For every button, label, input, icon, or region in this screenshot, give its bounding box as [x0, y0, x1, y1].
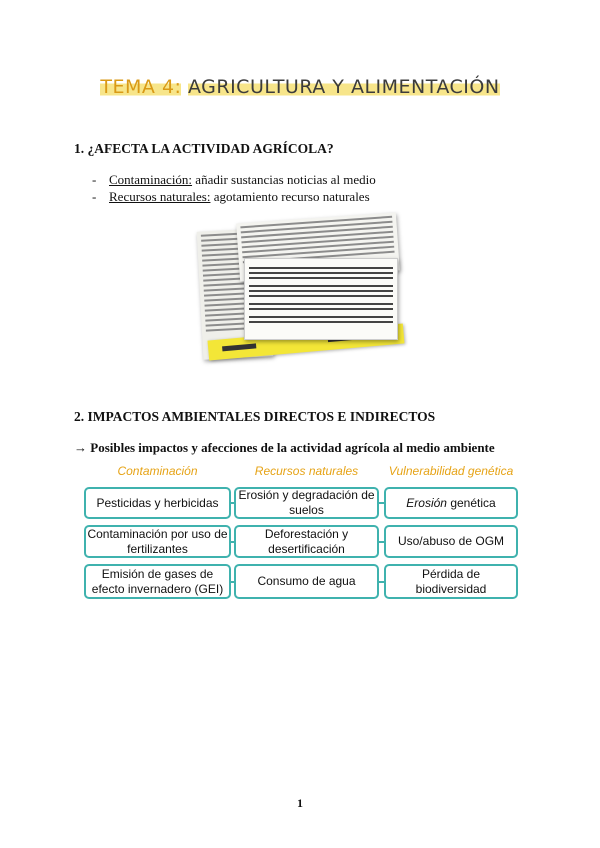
impact-box-fertilizantes: Contaminación por uso de fertilizantes: [84, 525, 231, 558]
section-1-heading: 1. ¿AFECTA LA ACTIVIDAD AGRÍCOLA?: [74, 141, 334, 156]
impact-box-erosion-word: Erosión: [406, 495, 447, 510]
impact-box-gei: Emisión de gases de efecto invernadero (GEI): [84, 564, 231, 599]
title-topic-name: AGRICULTURA Y ALIMENTACIÓN: [187, 76, 500, 98]
page-number: 1: [297, 796, 303, 810]
bullet-term: Recursos naturales:: [109, 189, 211, 204]
column-heading-vulnerabilidad: Vulnerabilidad genética: [388, 464, 514, 478]
impact-box-erosion-suelos: Erosión y degradación de suelos: [234, 487, 379, 519]
page-title: [0, 76, 600, 98]
title-topic-number: TEMA 4:: [100, 76, 182, 98]
impact-box-ogm: Uso/abuso de OGM: [384, 525, 518, 558]
list-item: [92, 188, 376, 205]
section-2-heading: 2. IMPACTOS AMBIENTALES DIRECTOS E INDIRECTOS: [74, 409, 436, 424]
bullet-dash: -: [92, 189, 97, 204]
impact-box-erosion-genetica: [384, 487, 518, 519]
impact-box-biodiversidad: Pérdida de biodiversidad: [384, 564, 518, 599]
section-2-subheading: → Posibles impactos y afecciones de la actividad agrícola al medio ambiente: [74, 440, 495, 455]
impact-box-consumo-agua: Consumo de agua: [234, 564, 379, 599]
column-heading-contaminacion: Contaminación: [117, 464, 198, 478]
label-paper-front: [244, 258, 398, 340]
bullet-term: Contaminación:: [109, 172, 193, 187]
impact-box-genetica-word: genética: [446, 495, 496, 510]
list-item: [92, 171, 376, 188]
section-1-bullet-list: [92, 171, 376, 205]
pesticide-label-image: [198, 214, 406, 370]
column-heading-recursos: Recursos naturales: [254, 464, 359, 478]
impact-box-deforestacion: Deforestación y desertificación: [234, 525, 379, 558]
impact-box-pesticidas: Pesticidas y herbicidas: [84, 487, 231, 519]
bullet-text: añadir sustancias noticias al medio: [192, 172, 376, 187]
bullet-text: agotamiento recurso naturales: [210, 189, 370, 204]
bullet-dash: -: [92, 172, 97, 187]
